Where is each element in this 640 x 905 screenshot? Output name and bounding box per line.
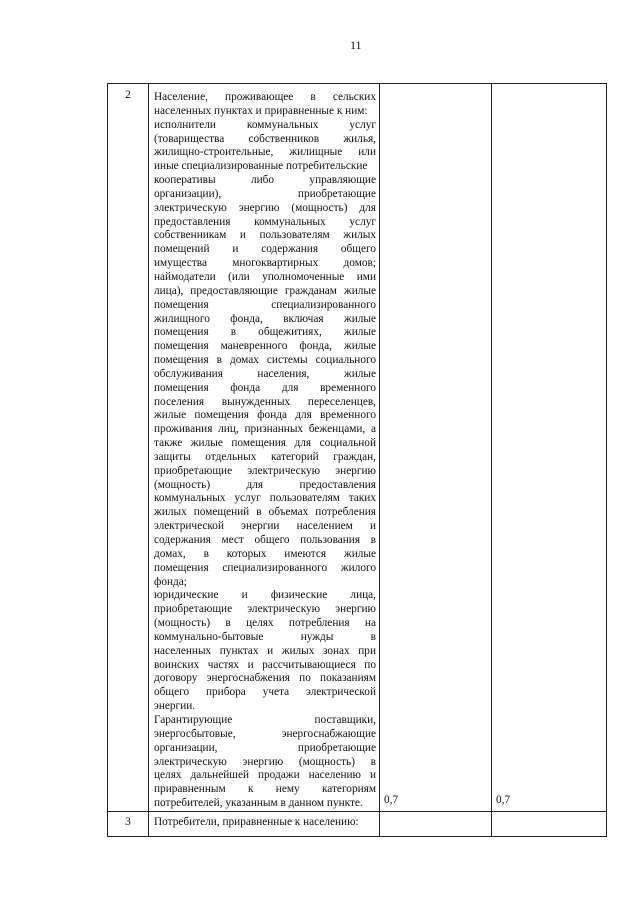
description-line: энергии. [154, 700, 196, 713]
row-description [149, 84, 380, 812]
description-line: фонда; [154, 575, 187, 588]
description-line: (товарищества собственников жилья, [154, 132, 376, 145]
page-number: 11 [350, 38, 362, 52]
description-line: целях дальнейшей продажи населению и [154, 769, 376, 782]
table-row [108, 811, 607, 836]
description-line: Гарантирующие поставщики, [154, 713, 376, 726]
description-line: наймодатели (или уполномоченные ими [154, 270, 376, 283]
description-line: помещений и содержания общего [154, 243, 376, 256]
description-line: иные специализированные потребительские [154, 160, 368, 173]
description-line: Население, проживающее в сельских [154, 91, 376, 103]
description-line: помещения маневренного фонда, жилые [154, 340, 376, 353]
description-line: энергосбытовые, энергоснабжающие [154, 727, 376, 740]
row-description [149, 811, 380, 836]
description-line: также жилые помещения для социальной [154, 437, 376, 450]
row-number: 3 [108, 811, 149, 836]
description-line: приобретающие электрическую энергию [154, 603, 376, 616]
description-line: коммунально-бытовые нужды в [154, 630, 376, 643]
description-line: договору энергоснабжения по показаниям [154, 672, 376, 685]
description-line: помещения в домах системы социального [154, 354, 376, 367]
description-line: жилых помещений в объемах потребления [154, 506, 376, 519]
description-line: поселения вынужденных переселенцев, [154, 395, 376, 408]
description-line: приобретающие электрическую энергию [154, 464, 376, 477]
description-line: имущества многоквартирных домов; [154, 257, 376, 270]
description-line: помещения специализированного жилого [154, 561, 376, 574]
description-line: общего прибора учета электрической [154, 686, 376, 699]
description-line: исполнители коммунальных услуг [154, 118, 376, 131]
description-line: коммунальных услуг пользователям таких [154, 492, 376, 505]
row-value-2 [492, 811, 607, 836]
tariff-table [107, 83, 607, 837]
description-line: кооперативы либо управляющие [154, 174, 376, 187]
description-line: воинских частях и рассчитывающиеся по [154, 658, 376, 671]
description-line: помещения фонда для временного [154, 381, 376, 394]
row-value-1: 0,7 [380, 84, 492, 812]
description-line: (мощность) в целях потребления на [154, 617, 376, 630]
description-line: населенных пунктах и жилых зонах при [154, 644, 376, 657]
description-line: населенных пунктах и приравненные к ним: [154, 104, 368, 117]
description-line: домах, в которых имеются жилые [154, 547, 376, 560]
row-number: 2 [108, 84, 149, 812]
description-line: организации), приобретающие [154, 187, 376, 200]
description-line: жилищного фонда, включая жилые [154, 312, 376, 325]
description-line: юридические и физические лица, [154, 589, 376, 602]
description-line: обслуживания населения, жилые [154, 367, 376, 380]
description-line: жилые помещения фонда для временного [154, 409, 376, 422]
description-line: (мощность) для предоставления [154, 478, 376, 491]
row-value-2: 0,7 [492, 84, 607, 812]
description-line: лица), предоставляющие гражданам жилые [154, 284, 376, 297]
description-line: защиты отдельных категорий граждан, [154, 450, 376, 463]
description-line: предоставления коммунальных услуг [154, 215, 376, 228]
description-line: электрической энергии населением и [154, 520, 376, 533]
description-line: электрическую энергию (мощность) в [154, 755, 376, 768]
table-row [108, 84, 607, 812]
description-line: жилищно-строительные, жилищные или [154, 146, 376, 159]
description-line: проживания лиц, признанных беженцами, а [154, 423, 376, 436]
description-line: помещения в общежитиях, жилые [154, 326, 376, 339]
description-line: Потребители, приравненные к населению: [154, 815, 359, 828]
description-line: помещения специализированного [154, 298, 376, 311]
description-line: приравненным к нему категориям [154, 783, 376, 796]
row-value-1 [380, 811, 492, 836]
description-line: собственникам и пользователям жилых [154, 229, 376, 242]
description-line: организации, приобретающие [154, 741, 376, 754]
description-line: потребителей, указанным в данном пункте. [154, 797, 363, 810]
description-line: содержания мест общего пользования в [154, 534, 376, 546]
description-line: электрическую энергию (мощность) для [154, 201, 376, 214]
